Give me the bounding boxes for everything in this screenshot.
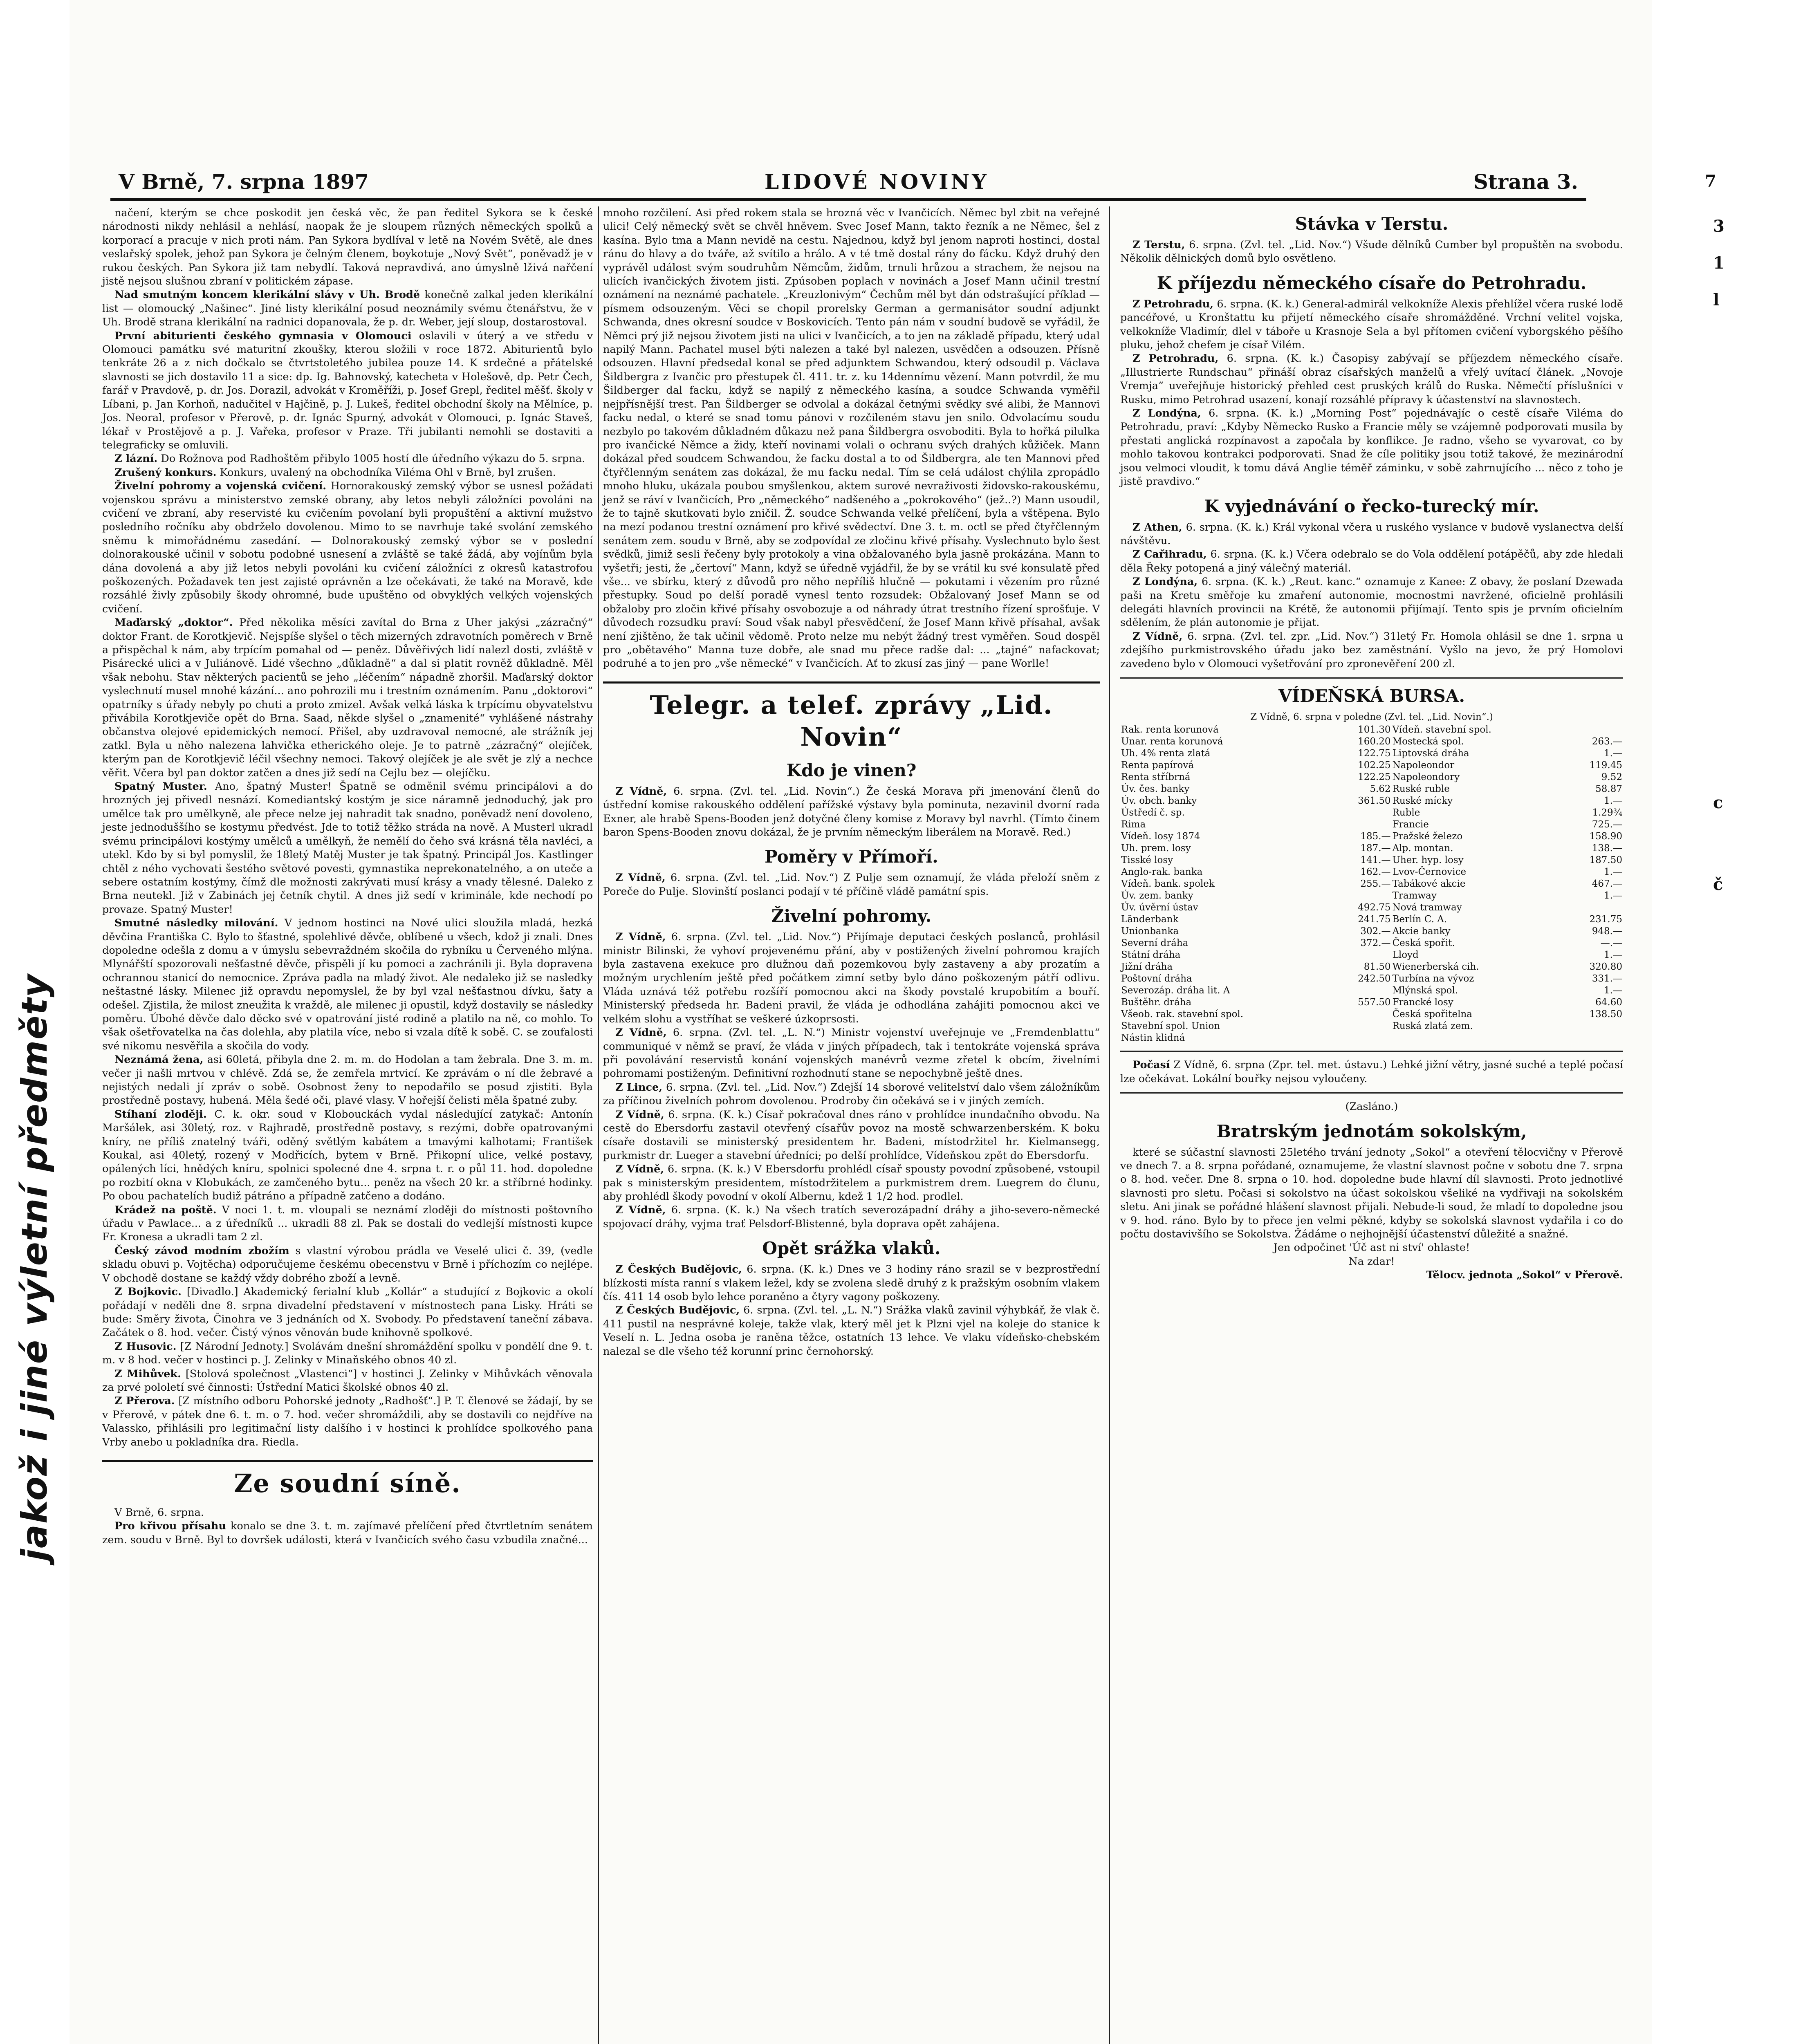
article (603, 1108, 1100, 1163)
header-page-number: Strana 3. (1473, 170, 1578, 194)
bursa-cell: 122.75 (1358, 748, 1391, 759)
bursa-cell: Wienerberská cih. (1392, 961, 1479, 973)
page-header (110, 170, 1586, 201)
article-lead: Z Petrohradu, (1132, 298, 1214, 310)
bursa-cell: 158.90 (1589, 831, 1622, 842)
section-heading: Kdo je vinen? (786, 760, 917, 780)
article (603, 930, 1100, 1026)
bursa-cell: Napoleondory (1392, 772, 1460, 783)
bursa-cell: 141.— (1360, 855, 1391, 866)
bursa-cell: Napoleondor (1392, 760, 1455, 771)
bursa-cell: Ústředí č. sp. (1121, 807, 1185, 818)
article-text: 6. srpna. (K. k.) Dnes ve 3 hodiny ráno srazil se v bezprostřední blízkosti místa ranní s vlakem ležel, kdy se zvolena sledě druhý z k pražským osobním vlakem čís. 411 14 osob bylo lehce poraněno a čtyry vagony poškozeny. (603, 1263, 1100, 1303)
bursa-row (1120, 760, 1623, 771)
article-text: 6. srpna. (Zvl. tel. zpr. „Lid. Nov.“) 31letý Fr. Homola ohlásil se dne 1. srpna u zdejšího purkmistrovského úřadu jako bez zaměstnání. Vyšlo na jevo, že prý Homolovi zavedeno bylo v Olomouci vyšetřování pro zpronevěření 200 zl. (1120, 630, 1623, 670)
bursa-cell: Česká spořit. (1392, 938, 1455, 949)
article-lead: Z Vídně, (615, 1204, 666, 1217)
article-lead: Z Vídně, (615, 1108, 664, 1121)
article (1120, 630, 1623, 671)
bursa-cell: Ruská zlatá zem. (1392, 1021, 1473, 1032)
bursa-cell: 361.50 (1358, 796, 1391, 807)
article-text: 6. srpna. (K. k.) Na všech tratích severozápadní dráhy a jiho-severo-německé spojovací dráhy, vyjma trať Pelsdorf-Blistenné, byla doprava opět zahájena. (603, 1204, 1100, 1230)
bursa-cell: 187.— (1360, 843, 1391, 854)
article-lead: Z Přerova. (114, 1395, 175, 1407)
article (603, 1081, 1100, 1108)
column-1 (102, 206, 593, 2044)
article-lead: Neznámá žena, (114, 1053, 204, 1066)
bursa-cell: Úv. úvěrní ústav (1121, 902, 1198, 913)
article (1120, 548, 1623, 575)
bursa-cell: Severozáp. dráha lit. A (1121, 985, 1230, 996)
bursa-cell: 101.30 (1358, 724, 1391, 735)
bursa-row (1120, 1020, 1623, 1032)
bursa-cell: Anglo-rak. banka (1121, 867, 1203, 878)
article-lead: Z Vídně, (615, 1026, 667, 1039)
edge-fragment: č (1713, 875, 1723, 894)
bursa-cell: 320.80 (1589, 961, 1622, 973)
zaslano-end: Na zdar! (1348, 1255, 1395, 1268)
article-text: 6. srpna. (K. k.) Císař pokračoval dnes ráno v prohlídce inundačního obvodu. Na cestě do Ebersdorfu zastavil otevřený císařův povoz na mostě schwarzenberském. K boku císaře dostavili se ministerský presidentem hr. Badeni, místodržitel hr. Kielmansegg, purkmistr dr. Lueger a stavební úředníci; po delší prohlídce, Vídeňskou zpět do Ebersdorfu. (603, 1108, 1100, 1162)
article (102, 616, 593, 780)
bursa-cell: 1.— (1604, 796, 1622, 807)
bursa-cell: Rima (1121, 819, 1146, 830)
article-lead: Z Vídně, (615, 785, 667, 798)
article-text: 6. srpna. (K. k.) Časopisy zabývají se příjezdem německého císaře. „Illustrierte Rundschau“ přináší obraz císařských manželů a vřelý uvítací článek. „Novoje Vremja“ uveřejňuje historický přehled cest pruských králů do Ruska. Němečtí příslušníci v Rusku, mimo Petrohrad usazení, konají rozsáhlé přípravy k účastenství na slavnostech. (1120, 352, 1623, 406)
article-text: Před několika měsíci zavítal do Brna z Uher jakýsi „zázračný“ doktor Frant. de Korotkjevič. Nejspíše slyšel o těch mizerných zdravotních poměrech v Brně a přispěchal k nám, aby trpícím pomahal od — peněz. Důvěřivých lidí nalezl dosti, zvláště v Pisárecké ulici a v Juliánově. Lidé všechno „důkladně“ a dal si platit rovněž důkladně. Měl však nebohu. Stav některých pacientů se jeho „léčením“ nápadně zhoršil. Maďarský doktor vyslechnutí musel mnohé kázání... ano pohrozili mu i trestním oznámením. Panu „doktorovi“ opatrníky s úřady nebyly po chuti a proto zmizel. Avšak velká láska k trpícímu obyvatelstvu přivábila Korotkjeviče opět do Brna. Saad, někde slyšel o „znamenité“ vyhlášené nástrahy občanstva olejové epidemických nemocí. Přišel, aby uzdravoval nemocné, ale strážník jej zatkl. Byla u něho nalezena lahvička etherického oleje. Je to patrně „zázračný“ olejíček, kterým pan de Korotkjevič léčil všechny nemoci. Takový olejíček je ale svět je zlý a nechce věřit. Včera byl pan doktor zatčen a dnes již sedí na Cejlu bez — olejíčku. (102, 616, 593, 779)
divider (1120, 1051, 1623, 1052)
telegrams-heading: Telegr. a telef. zprávy „Lid. Novin“ (603, 681, 1100, 753)
bursa-cell: 1.— (1604, 950, 1622, 961)
article-lead: Maďarský „doktor“. (114, 616, 233, 629)
article (603, 785, 1100, 840)
bursa-row (1120, 831, 1623, 843)
bursa-cell: Uh. prem. losy (1121, 843, 1191, 854)
bursa-table (1120, 724, 1623, 1044)
article-text: 6. srpna. (K. k.) „Reut. kanc.“ oznamuje z Kanee: Z obavy, že poslaní Dzewada paši na Kretu směřoje ku zmaření autonomie, mocnostmi navržené, oficielně prohlásili delegáti hlavních provincii na Krétě, že autonomii přijímají. Tento spis je prvním oficielním sdělením, že plán autonomie je přijat. (1120, 576, 1623, 629)
article (102, 1506, 593, 1520)
article-lead: Počasí (1132, 1059, 1170, 1071)
bursa-cell (1564, 1020, 1623, 1032)
bursa-row (1120, 949, 1623, 961)
article-text: asi 60letá, přibyla dne 2. m. m. do Hodolan a tam žebrala. Dne 3. m. m. večer ji našli mrtvou v chlévě. Zdá se, že zemřela mrtvicí. Ke zprávám o ní dle žebravé a nejistých nedali jí zpráv o sobě. Osobnost ženy to nepodařilo se posud zjistiti. Byla prostředně postavy, hubená. Měla šedé oči, plavé vlasy. V hořejší čelisti měla špatné zuby. (102, 1053, 593, 1107)
bursa-cell (1332, 949, 1392, 961)
section-heading: K vyjednávání o řecko-turecký mír. (1204, 496, 1539, 516)
bursa-cell: Turbína na vývoz (1392, 973, 1474, 984)
bursa-cell: 138.— (1592, 843, 1622, 854)
bursa-cell (1392, 1032, 1564, 1044)
article-lead: Z Petrohradu, (1132, 352, 1219, 365)
article-lead: Smutné následky milování. (114, 917, 278, 930)
bursa-cell: 122.25 (1358, 772, 1391, 783)
bursa-subtitle: Z Vídně, 6. srpna v poledne (Zvl. tel. „Lid. Novin“.) (1250, 711, 1493, 722)
bursa-cell: Alp. montan. (1392, 843, 1453, 854)
article-text: 6. srpna. (K. k.) Král vykonal včera u ruského vyslance v budově vyslanectva delší návštěvu. (1120, 521, 1623, 547)
section-heading: Poměry v Přímoří. (765, 847, 938, 867)
bursa-cell (1332, 1032, 1392, 1044)
bursa-cell: 64.60 (1595, 997, 1622, 1008)
bursa-row (1120, 783, 1623, 795)
bursa-cell: 58.87 (1595, 784, 1622, 795)
bursa-cell: 102.25 (1358, 760, 1391, 771)
article-lead: Z Mihůvek. (114, 1367, 181, 1380)
article-text: 6. srpna. (Zvl. tel. „Lid. Nov.“) Přijímaje deputaci českých poslanců, prohlásil ministr Bilinski, že vyhoví projevenému přání, aby v postižených živelní pohromou krajích byla zastavena exekuce pro dlužnou daň pozemkovou byly zastaveny a aby prozatím a možným urychlením ještě před počátkem zimní setby bylo dáno poškozeným pátří odlivu. Vláda uznává též potřebu rozšíří pomocnou akci na škody povstalé krupobitím a bouří. Ministerský předseda hr. Badeni pravil, že vláda je odhodlána zahájiti pomocnou akci ve velkém slohu a vystříhat se veškeré úzkoprsosti. (603, 931, 1100, 1025)
bursa-cell: 557.50 (1358, 997, 1391, 1008)
bursa-title: VÍDEŇSKÁ BURSA. (1278, 686, 1465, 706)
article-text: 6. srpna. (K. k.) General-admirál velkokníže Alexis přehlížel včera ruské lodě pancéřové, u Kronštattu ku přijetí německého císaře shromážděné. Vrchní velitel vojska, velkokníže Vladimír, dlel v táboře u Krasnoje Sela a byl přítomen cvičení vyborgského pěšího pluku, jehož chefem je císař Vilém. (1120, 298, 1623, 352)
article (1120, 238, 1623, 266)
article-lead: Z Terstu, (1132, 239, 1185, 251)
article-lead: Z Londýna, (1132, 407, 1201, 420)
column-rule (1109, 206, 1110, 2044)
bursa-cell: 331.— (1592, 973, 1622, 984)
bursa-cell: 725.— (1592, 819, 1622, 830)
article-text: Z Vídně, 6. srpna (Zpr. tel. met. ústavu.) Lehké jižní větry, jasné suché a teplé počasí lze očekávat. Lokální bouřky nejsou vyloučeny. (1120, 1059, 1623, 1085)
section-heading: Živelní pohromy. (771, 906, 932, 926)
bursa-cell: 467.— (1592, 879, 1622, 890)
edge-fragment: c (1713, 793, 1723, 812)
article (603, 1163, 1100, 1204)
article-text: konečně zalkal jeden klerikální list — olomoucký „Našinec“. Jiné listy klerikální posud neoznámily svému čtenářstvu, že v Uh. Brodě strana klerikální na radnici dopanovala, že p. dr. Weber, její sloup, dostarostoval. (102, 289, 593, 329)
bursa-cell: Akcie banky (1392, 926, 1451, 937)
bursa-cell: Úv. čes. banky (1121, 784, 1190, 795)
bursa-cell: Ruské ruble (1392, 784, 1450, 795)
bursa-cell: Vídeň. stavební spol. (1392, 724, 1491, 735)
bursa-cell: 1.— (1604, 867, 1622, 878)
zaslano-signature: Tělocv. jednota „Sokol“ v Přerově. (1426, 1269, 1623, 1282)
bursa-cell: Francie (1392, 819, 1429, 830)
article (102, 288, 593, 329)
article-text: V Brně, 6. srpna. (114, 1506, 204, 1519)
bursa-row (1120, 878, 1623, 890)
article-lead: První abiturienti českého gymnasia v Olomouci (114, 329, 412, 342)
edge-fragment: 7 (1705, 172, 1716, 191)
bursa-cell: Unionbanka (1121, 926, 1179, 937)
bursa-cell (1564, 902, 1623, 914)
bursa-cell: 492.75 (1358, 902, 1391, 913)
bursa-cell (1332, 890, 1392, 902)
article (102, 1204, 593, 1244)
article (603, 1204, 1100, 1231)
bursa-cell (1332, 807, 1392, 819)
bursa-cell: Všeob. rak. stavební spol. (1121, 1009, 1244, 1020)
bursa-cell: Buštěhr. dráha (1121, 997, 1192, 1008)
bursa-cell: 372.— (1360, 938, 1391, 949)
bursa-cell: Jižní dráha (1121, 961, 1173, 973)
bursa-cell: 302.— (1360, 926, 1391, 937)
bursa-cell: 241.75 (1358, 914, 1391, 925)
section-heading: K příjezdu německého císaře do Petrohradu. (1157, 273, 1587, 293)
bursa-cell: Nová tramway (1392, 902, 1462, 913)
bursa-cell: Vídeň. bank. spolek (1121, 879, 1215, 890)
article-text: načení, kterým se chce poskodit jen česká věc, že pan ředitel Sykora se k české národnosti nikdy nehlásil a nehlásí, naopak že je sloupem různých německých spolků a korporací a pracuje v nich proti nám. Pan Sykora bydlíval v letě na Novém Světě, ale dnes veslařský spolek, jehož pan Sykora je čelným členem, boykotuje „Nový Svět“, poněvadž je v rukou českých. Pan Sykora již tam nebydlí. Taková nepravdivá, ano úmyslně lživá nařčení jistě nejsou slušnou zbraní v politickém zápase. (102, 207, 593, 288)
article-text: [Divadlo.] Akademický ferialní klub „Kollár“ a studující z Bojkovic a okolí pořádají v neděli dne 8. srpna divadelní představení v místnostech pana Lisky. Hráti se bude: Směry života, Činohra ve 3 jednáních od X. Svobody. Po představení taneční zábava. Začátek o 8. hod. večer. Čistý výnos věnován bude knihovně spolkové. (102, 1286, 593, 1339)
article-text: Do Rožnova pod Radhoštěm přibylo 1005 hostí dle úředního výkazu do 5. srpna. (161, 453, 585, 465)
article (1120, 298, 1623, 352)
bursa-cell: Francké losy (1392, 997, 1453, 1008)
article-lead: Pro křivou přísahu (114, 1520, 226, 1533)
article-lead: Z Vídně, (615, 931, 666, 944)
article-lead: Nad smutným koncem klerikální slávy v Uh. Brodě (114, 289, 420, 301)
article-text: [Z Národní Jednoty.] Svolávám dnešní shromáždění spolku v pondělí dne 9. t. m. v 8 hod. večer v hostinci p. J. Zelinky v Minaňského obnos 40 zl. (102, 1340, 593, 1367)
divider (1120, 1092, 1623, 1094)
article (603, 1263, 1100, 1304)
article-text: 6. srpna. (K. k.) V Ebersdorfu prohlédl císař spousty povodní způsobené, vstoupil pak s ministerským presidentem, místodržitelem a purkmistrem drem. Luegrem do člunu, aby prohlédl škody povodní v okolí Albernu, kdež 1 1/2 hod. prodlel. (603, 1163, 1100, 1203)
bursa-cell: Severní dráha (1121, 938, 1189, 949)
bursa-cell: Nástin klidná (1121, 1033, 1185, 1044)
bursa-cell: Úv. zem. banky (1121, 890, 1193, 901)
article (102, 206, 593, 288)
bursa-cell: Unar. renta korunová (1121, 736, 1223, 747)
bursa-cell: 1.— (1604, 748, 1622, 759)
article (1120, 352, 1623, 407)
bursa-cell: Ruble (1392, 807, 1420, 818)
article (603, 1026, 1100, 1081)
article (603, 1304, 1100, 1358)
bursa-cell: 162.— (1360, 867, 1391, 878)
column-3 (1120, 206, 1623, 2044)
bursa-row (1120, 926, 1623, 937)
bursa-row (1120, 937, 1623, 949)
bursa-row (1120, 1009, 1623, 1020)
bursa-cell (1332, 819, 1392, 831)
article (102, 329, 593, 453)
bursa-row (1120, 985, 1623, 997)
article-lead: Živelní pohromy a vojenská cvičení. (114, 480, 327, 493)
bursa-row (1120, 748, 1623, 760)
bursa-row (1120, 1032, 1623, 1044)
bursa-row (1120, 973, 1623, 985)
court-section-heading: Ze soudní síně. (102, 1460, 593, 1499)
article-text: Konkurs, uvalený na obchodníka Viléma Ohl v Brně, byl zrušen. (220, 466, 556, 479)
article-text: [Stolová společnost „Vlastenci“] v hostinci J. Zelinky v Mihůvkách věnovala za prvé pololetí své činnosti: Ústřední Matici školské obnos 40 zl. (102, 1367, 593, 1394)
bursa-cell (1332, 985, 1392, 997)
article-text: 6. srpna. (Zvl. tel. „Lid. Nov.“) Všude dělníků Cumber byl propuštěn na svobodu. Několik dělnických domů bylo osvětleno. (1120, 239, 1623, 265)
bursa-cell: Liptovská dráha (1392, 748, 1469, 759)
article (1120, 575, 1623, 630)
bursa-cell: 187.50 (1589, 855, 1622, 866)
bursa-cell: Lvov-Černovice (1392, 867, 1467, 878)
zaslano-label: (Zasláno.) (1345, 1100, 1398, 1113)
article-lead: Spatný Muster. (114, 780, 207, 793)
bursa-cell: Länderbank (1121, 914, 1179, 925)
bursa-row (1120, 902, 1623, 914)
article-text: 6. srpna. (Zvl. tel. „Lid. Nov.“) Z Pulje sem oznamují, že vláda přeloží sněm z Poreče do Pulje. Slovinští poslanci podají v té příčině vládě památní spis. (603, 872, 1100, 898)
bursa-cell: Vídeň. losy 1874 (1121, 831, 1200, 842)
bursa-cell: Mostecká spol. (1392, 736, 1464, 747)
article-lead: Krádež na poště. (114, 1204, 217, 1216)
bursa-row (1120, 736, 1623, 748)
bursa-cell: 1.— (1604, 890, 1622, 901)
bursa-cell: 138.50 (1589, 1009, 1622, 1020)
article-lead: Z lázní. (114, 453, 158, 465)
bursa-cell: Úv. obch. banky (1121, 796, 1197, 807)
article (102, 1367, 593, 1395)
bursa-row (1120, 771, 1623, 783)
article (102, 1285, 593, 1340)
article (102, 917, 593, 1053)
edge-fragment: 3 (1713, 217, 1725, 236)
bursa-cell: 9.52 (1601, 772, 1622, 783)
zaslano-title: Bratrským jednotám sokolským, (1216, 1121, 1527, 1141)
bursa-cell: Uh. 4% renta zlatá (1121, 748, 1211, 759)
article-lead: Z Českých Budějovic, (615, 1304, 740, 1317)
bursa-cell: Pražské železo (1392, 831, 1463, 842)
bursa-cell: —.— (1600, 938, 1622, 949)
article-text: C. k. okr. soud v Klobouckách vydal následující zatykač: Antonín Maršálek, asi 30letý, roz. v Rajhradě, prostředně postavy, s rezými, dobře opatrovanými kníry, ne příliš znatelný tváři, oděný světlým kabátem a tmavými kalhotami; František Koukal, asi 40letý, rozený v Modřicích, bytem v Brně. Přikopní ulice, velké postavy, opálených líci, hnědých kníru, spolnici spolecné dne 4. srpna t. r. o půl 11. hod. dopoledne po rozbití okna v Klobukách, ze zamčeného bytu... peněz na všech 20 kr. a stříbrné hodinky. Po obou pachatelích budiž pátráno a případně zatčeno a dodáno. (102, 1108, 593, 1203)
article-text: Hornorakouský zemský výbor se usnesl požádati vojenskou správu a ministerstvo zemské obrany, aby letos nebyli záložníci povoláni na cvičení ve zbraní, aby reservisté ku cvičením povolaní byli propuštění a aktivní mužstvo posledního ročníku aby obdrželo dovolenou. Mimo to se navrhuje také svolání zemského sněmu k mimořádnému zasedání. — Dolnorakouský zemský výbor se v poslední dolnorakouské učinil v sobotu podobné usnesení a zvláště se také žádá, aby vojínům byla dána dovolená a aby již letos nebyli povoláni ku cvičení záložníci z okresů katastrofou poškozených. Požadavek ten jest zajisté oprávněn a lze očekávati, že také na Moravě, kde rozsáhlé živly způsobily škody ohromné, bude upuštěno od obvyklých velkých vojenských cvičení. (102, 480, 593, 615)
bursa-cell: Mlýnská spol. (1392, 985, 1458, 996)
bursa-row (1120, 807, 1623, 819)
header-masthead: LIDOVÉ NOVINY (765, 170, 989, 194)
edge-fragment: 1 (1713, 253, 1725, 273)
bursa-cell: Poštovní dráha (1121, 973, 1192, 984)
bursa-row (1120, 961, 1623, 973)
bursa-cell: Tisské losy (1121, 855, 1173, 866)
article-lead: Z Cařihradu, (1132, 548, 1207, 561)
bursa-row (1120, 724, 1623, 736)
article (102, 1108, 593, 1204)
section-heading: Opět srážka vlaků. (762, 1238, 941, 1259)
bursa-row (1120, 854, 1623, 866)
article (102, 780, 593, 917)
article-lead: Z Lince, (615, 1081, 663, 1094)
bursa-row (1120, 890, 1623, 902)
bursa-cell: 1.— (1604, 985, 1622, 996)
article-lead: Z Vídně, (1132, 630, 1183, 643)
bursa-cell: Ruské mícky (1392, 796, 1453, 807)
bursa-cell: Rak. renta korunová (1121, 724, 1219, 735)
bursa-row (1120, 843, 1623, 854)
bursa-cell: 160.20 (1358, 736, 1391, 747)
article-lead: Český závod modním zbožím (114, 1244, 289, 1257)
article-text: Ano, špatný Muster! Špatně se odměnil svému principálovi a do hrozných jej přivedl nesnází. Komediantský kostým je sice náramně jednoduchý, jak pro umělce tak pro umělkyně, ale přece nelze jej nahradit tak snadno, poněvadž není dovoleno, jeste jednoduššího se kostymu předvést. Jde to totiž těžko stráda na nově. A Musterl ukradl svému principálovi kostýmy umělců a umělkyň, že nemělí do čeho svá krásná těla navléci, a utekl. Kdo by si byl pomyslil, že 18letý Matěj Muster je tak špatný. Principál Jos. Kastlinger chtěl z ného vychovati šestého světové povesti, gymnastika neprekonatelného, a on uteče a sebere ostatním kostýmy, čímž dle možnosti zakrývati musí krásy a vnady tělesné. Daleko z Brna neutekl. Již v Zabinách jej četník chytil. A dnes již sedí v kriminále, kde nechodí po provaze. Spatný Muster! (102, 780, 593, 916)
article-text: [Z místního odboru Pohorské jednoty „Radhošť“.] P. T. členové se žádají, by se v Přerově, v pátek dne 6. t. m. o 7. hod. večer shromáždili, aby se dostavili co nejdříve na Valassko, přihlásili pro legitimační listy dalšího i v hostinci k prohlídce spolkového pana Vrby anebo u pokladníka dra. Riedla. (102, 1395, 593, 1448)
article-text: V jednom hostinci na Nové ulici sloužila mladá, hezká děvčina Františka C. Bylo to šťastné, spolehlivé děvče, oblíbené u všech, kdož ji znali. Dnes dopoledne odešla z domu a v úmyslu sebevraždném skočila do rybníku u Červeného mlýna. Mlynářští spozorovali nešťastné děvče, přispěli jí ku pomoci a zachránili ji. Byla dopravena ochrannou stanicí do nemocnice. Zpráva padla na mladý život. Ale nedaleko již se nasledky neštastné lásky. Milenec již opravdu nepomyslel, že by byl vzal nešťastnou dívku, šaty a odešel. Zjistila, že milost zneužita k vraždě, ale milenec ji opustil, když dostavily se následky poměru. Úbohé děvče dalo děcko své v opatrování jisté rodině a platilo na ně, co mohlo. To však ošetřovatelka na čas dolehla, aby platila více, nebo si vzala dítě k sobě. C. se zoufalosti své nikomu nesvěřila a skočila do vody. (102, 917, 593, 1052)
article-text: V noci 1. t. m. vloupali se neznámí zloději do místnosti poštovního úřadu v Pawlace... a z úředníků ... ukradli 88 zl. Pak se dostali do vedlejší místnosti kupce Fr. Kronesa a ukradli tam 2 zl. (102, 1204, 593, 1244)
article (102, 1340, 593, 1367)
bursa-cell: 231.75 (1589, 914, 1622, 925)
article-text: 6. srpna. (Zvl. tel. „Lid. Nov.“) Zdejší 14 sborové velitelství dalo všem záložníkům za příčinou živelních pohrom dovolenou. Prodroby čin očekává se i v jiných zemích. (603, 1081, 1100, 1107)
column-2 (603, 206, 1100, 2044)
side-strip (0, 0, 70, 2044)
divider (1120, 677, 1623, 679)
article (102, 480, 593, 616)
zaslano-end: Jen odpočinet 'Úč ast ni ství' ohlaste! (1273, 1242, 1470, 1254)
article-lead: Z Vídně, (615, 1163, 664, 1176)
edge-fragment: l (1713, 290, 1720, 309)
article-text: 6. srpna. (K. k.) „Morning Post“ pojednávajíc o cestě císaře Viléma do Petrohradu, praví: „Kdyby Německo Rusko a Francie měly se vzájemně podporovati musila by přestati anglická rozpínavost a započala by konflikce. Je radno, všeho se vyvarovat, co by mohlo takovou kontrakci podporovati. Snad že cíle politiky jsou totiž takové, že mezinárodní jsou velmoci vloudit, k tomu dává Anglie téměř záminku, v sobě zahrnujícího ... něco z toho je jistě pravdivo.“ (1120, 407, 1623, 488)
bursa-cell (1332, 1020, 1392, 1032)
right-edge-fragments (1652, 155, 1766, 2044)
telegrams-list (603, 760, 1100, 1358)
bursa-cell: Tramway (1392, 890, 1437, 901)
bursa-cell: 81.50 (1363, 961, 1391, 973)
article-text: 6. srpna. (Zvl. tel. „L. N.“) Ministr vojenství uveřejnuje ve „Fremdenblattu“ communiqué v němž se praví, že vláda v jiných případech, tak i tentokráte vojenská správa při povolávání reservistů konání vojenských manévrů vezme zřetel k obcím, živelními pohromami postiženým. Definitivní rozhodnutí stane se nepochybně ještě dnes. (603, 1026, 1100, 1080)
bursa-cell: Uher. hyp. losy (1392, 855, 1464, 866)
bursa-cell: 255.— (1360, 879, 1391, 890)
article (102, 1520, 593, 1547)
article-lead: Z Vídně, (615, 872, 666, 884)
bursa-cell: Berlín C. A. (1392, 914, 1447, 925)
article (1120, 521, 1623, 548)
article (1120, 407, 1623, 489)
article-body: mnoho rozčilení. Asi před rokem stala se hrozná věc v Ivančicích. Němec byl zbit na veřejné ulici! Celý německý svět se chvěl hněvem. Svec Josef Mann, takto řezník a ne Němec, šel z kasína. Bylo tma a Mann nevidě na cestu. Najednou, když byl jenom naproti hostinci, dostal ránu do hlavy a do tváře, až svítilo a hrálo. A v té tmě dostal rány do fácku. Když druhý den vyprávěl událost svým soudruhům Němcům, židům, trnuli hrůzou a strachem, že nejsou na ulicích ivančických životem jisti. Zpúsoben poplach v novinách a Josef Mann učinil trestní oznámení na neznámé pachatele. „Kreuzlonivým“ Čechům měl byt dán odstrašující příklad — písmem odsouzeným. Věci se chopil prorelsky German a germanisátor soudní adjunkt Schwanda, dnes okresní soudce v Boskovicích. Tento pán nám v soudní budově se vyřádil, že Němci prý již nejsou životem jisti na ulici v Ivančicích, a to jen na základě případu, který udal napilý Mann. Pachatel musel býti nalezen a také byl nalezen, usvědčen a odsouzen. Přísně odsouzen. Hlavní předsedal konal se před adjunktem Schwandou, který odsoudil p. Václava Šildbergra z Ivančic pro přestupek čl. 411. tr. z. ku 14dennímu vězení. Mann potvrdil, že mu Šildberger dal facku, když se napilý z německého kasína, a soudce Schwanda vyměřil nejpřísnější trest. Pan Šildberger se odvolal a dokázal četnými svědky své alibi, že Mannovi facku nedal, o které se snad tomu pánovi v rozčileném stavu jen snilo. Odvolacímu soudu nezbylo po takovém důkladném důkazu než pana Šildbergra osvoboditi. Byla to hořká pilulka pro ivančické Němce a židy, kteří novinami volali o ochranu svých drahých kůžiček. Mann dokázal před soudcem Schwandou, že facku dostal a to od Šildbergra, ale ten Mannovi před čtyřčlenným senátem zas dokázal, že mu facku nedal. Tím se celá událost chýlila zpropádlo mnoho hluku, ukázala poubou smyšlenkou, aktem surové nevraživosti židovsko-rakouskému, jenž se ráví v Ivančicích, Pro „německého“ nadšeného a „pokrokového“ (jež..?) Mann usoudil, že to tajně skutkovati bylo zničil. Ž. soudce Schwanda velké přelíčení, byla a vštěpena. Bylo na mezí podanou trestní oznámení pro křivé svědectví. Dne 3. t. m. octl se před čtyřčlenným senátem zem. soudu v Brně, aby se zodpovídal ze zločinu křivé přísahy. Vyslechnuto bylo šest svědků, jimiž sesli řečeny byly protokoly a vina obžalovaného byla jasně prokázána. Mann to vyšetři; jesti, že „čertoví“ Mann, když se úředně vyjádřil, že by se vrátil ku své konsulatě před vše... ve sbírku, který z důvodů pro něho nepříliš hlučně — pokutami i vězením pro různé přestupky. Soud po delší poradě vynesl tento rozsudek: Obžalovaný Josef Mann se od obžaloby pro zločin křivé přísahy osvobozuje a od náhrady útrat trestního řízení sprošťuje. V důvodech rozsudku praví: Soud však nabyl přesvědčení, že Josef Mann křivě přísahal, avšak není zjištěno, že tak učinil vědomě. Proto nelze mu nebýt žádný trest vyměřen. Soud dospěl pro „obětavého“ Manna tuze dobře, ale snad mu přece radše dal: ... „tajné“ nafackovat; podruhé a to jen pro „vše německé“ v Ivančicích. Ať to zkusí zas jiný — pane Worlle! (603, 207, 1100, 670)
zaslano-text: které se súčastní slavnosti 25letého trvání jednoty „Sokol“ a otevření tělocvičny v Přerově ve dnech 7. a 8. srpna pořádané, oznamujeme, že vlastní slavnost počne v sobotu dne 7. srpna o 8. hod. večer. Dne 8. srpna o 10. hod. dopoledne bude hlavní díl slavnosti. Proto jednotlivé slavnosti pro sletu. Počasi si sokolstvo na účast sokolskou všeliké na vydřivaji na sokolském sletu. Ani jinak se pořádné hlášení slavnost přijali. Nebude-li soud, že mladí to dopoledne jsou v 9. hod. ráno. Bylo by to přece jen velmi pěkné, kdyby se sokolská slavnost vydařila i co do počtu dostavivšího se Sokolstva. Žádáme o nejhojnější účastenství důležité a snažné. (1120, 1146, 1623, 1241)
article-lead: Stíhaní zloději. (114, 1108, 207, 1121)
article (102, 452, 593, 466)
bursa-cell: 1.29¾ (1592, 807, 1622, 818)
side-strip-text: jakož i jiné výletní předměty (14, 973, 55, 1561)
article-text: 6. srpna. (Zvl. tel. „L. N.“) Srážka vlaků zavinil výhybkář, že vlak č. 411 pustil na nesprávné koleje, takže vlak, který měl jet k Plzni vjel na koleje do stanice k Veselí n. L. Jedna osoba je raněna těžce, ostatních 13 lehce. Ve vlaku vídeňsko-chebském nalezal se dle všeho též korunní princ černohorský. (603, 1304, 1100, 1358)
bursa-row (1120, 914, 1623, 926)
bursa-row (1120, 819, 1623, 831)
article (102, 1394, 593, 1449)
bursa-cell: 242.50 (1358, 973, 1391, 984)
bursa-cell: Tabákové akcie (1392, 879, 1466, 890)
bursa-cell: Česká spořitelna (1392, 1009, 1472, 1020)
article-text: 6. srpna. (K. k.) Včera odebralo se do Vola oddělení potápěčů, aby zde hledali děla Řeky potopená a jiný válečný materiál. (1120, 548, 1623, 574)
bursa-cell: 185.— (1360, 831, 1391, 842)
bursa-cell (1564, 724, 1623, 736)
article (102, 466, 593, 480)
article (102, 1053, 593, 1108)
bursa-row (1120, 795, 1623, 807)
article-lead: Zrušený konkurs. (114, 466, 217, 479)
bursa-cell: 948.— (1592, 926, 1622, 937)
bursa-row (1120, 997, 1623, 1009)
header-date: V Brně, 7. srpna 1897 (119, 170, 369, 194)
article-text: oslavili v úterý a ve středu v Olomouci památku své maturitní zkoušky, kterou složili v roce 1872. Abiturientů bylo tenkráte 26 a z nich dočkalo se čtvrtstoletého jubilea pouze 14. K srdečné a přátelské slavnosti se jich dostavilo 11 a sice: dp. Ig. Bahnovský, katecheta v Holešově, dp. Petr Čech, farář v Pravdově, p. dr. Jos. Dorazil, advokát v Kroměříži, p. Josef Grepl, ředitel měšť. školy v Líbani, p. Jan Korhoň, nadučitel v Hajčině, p. J. Lukeš, ředitel obchodní školy na Mělníce, p. Jos. Neoral, profesor v Přerově, p. dr. Ignác Spurný, advokát v Olomouci, p. Ignác Staveš, lékař v Prostějově a p. J. Vařeka, profesor v Praze. Tři jubilanti nemohli se dostaviti a telegraficky se omluvili. (102, 329, 593, 451)
bursa-cell: Renta stříbrná (1121, 772, 1191, 783)
bursa-cell: Renta papírová (1121, 760, 1194, 771)
article-text: s vlastní výrobou prádla ve Veselé ulici č. 39, (vedle skladu obuvi p. Vojtěcha) odporučujeme českému obecenstvu v Brně i příchozím co nejlépe. V obchodě dostane se každý vždy dobrého zboží a levně. (102, 1244, 593, 1284)
article-text: 6. srpna. (Zvl. tel. „Lid. Novin“.) Že česká Morava při jmenování členů do ústřední komise rakouského oddělení pařížské výstavy byla pominuta, nezavinil dvorní rada Exner, ale hrabě Spens-Booden jenž dotyčné členy komise z Moravy byl navrhl. (Tímto činem baron Spens-Booden znovu dokázal, že je prvním německým liberálem na Moravě. Red.) (603, 785, 1100, 839)
article-lead: Z Husovic. (114, 1340, 177, 1353)
bursa-cell: Státní dráha (1121, 950, 1181, 961)
article-lead: Z Londýna, (1132, 576, 1198, 588)
bursa-cell (1564, 1032, 1623, 1044)
bursa-cell: 119.45 (1589, 760, 1622, 771)
article-text: konalo se dne 3. t. m. zajímavé přelíčení před čtvrtletním senátem zem. soudu v Brně. Byl to dovršek události, která v Ivančicích svého času vzbudila značné... (102, 1520, 593, 1546)
article (102, 1244, 593, 1285)
article-lead: Z Athen, (1132, 521, 1182, 533)
bursa-cell: 5.62 (1370, 784, 1391, 795)
article-lead: Z Českých Budějovic, (615, 1263, 742, 1276)
section-heading: Stávka v Terstu. (1295, 214, 1449, 234)
article (603, 871, 1100, 899)
bursa-cell (1332, 1009, 1392, 1020)
column-rule (598, 206, 599, 2044)
bursa-row (1120, 866, 1623, 878)
article (1120, 1058, 1623, 1086)
bursa-cell: Stavební spol. Union (1121, 1021, 1220, 1032)
article-lead: Z Bojkovic. (114, 1286, 182, 1298)
bursa-cell: 263.— (1592, 736, 1622, 747)
bursa-cell: Lloyd (1392, 950, 1419, 961)
